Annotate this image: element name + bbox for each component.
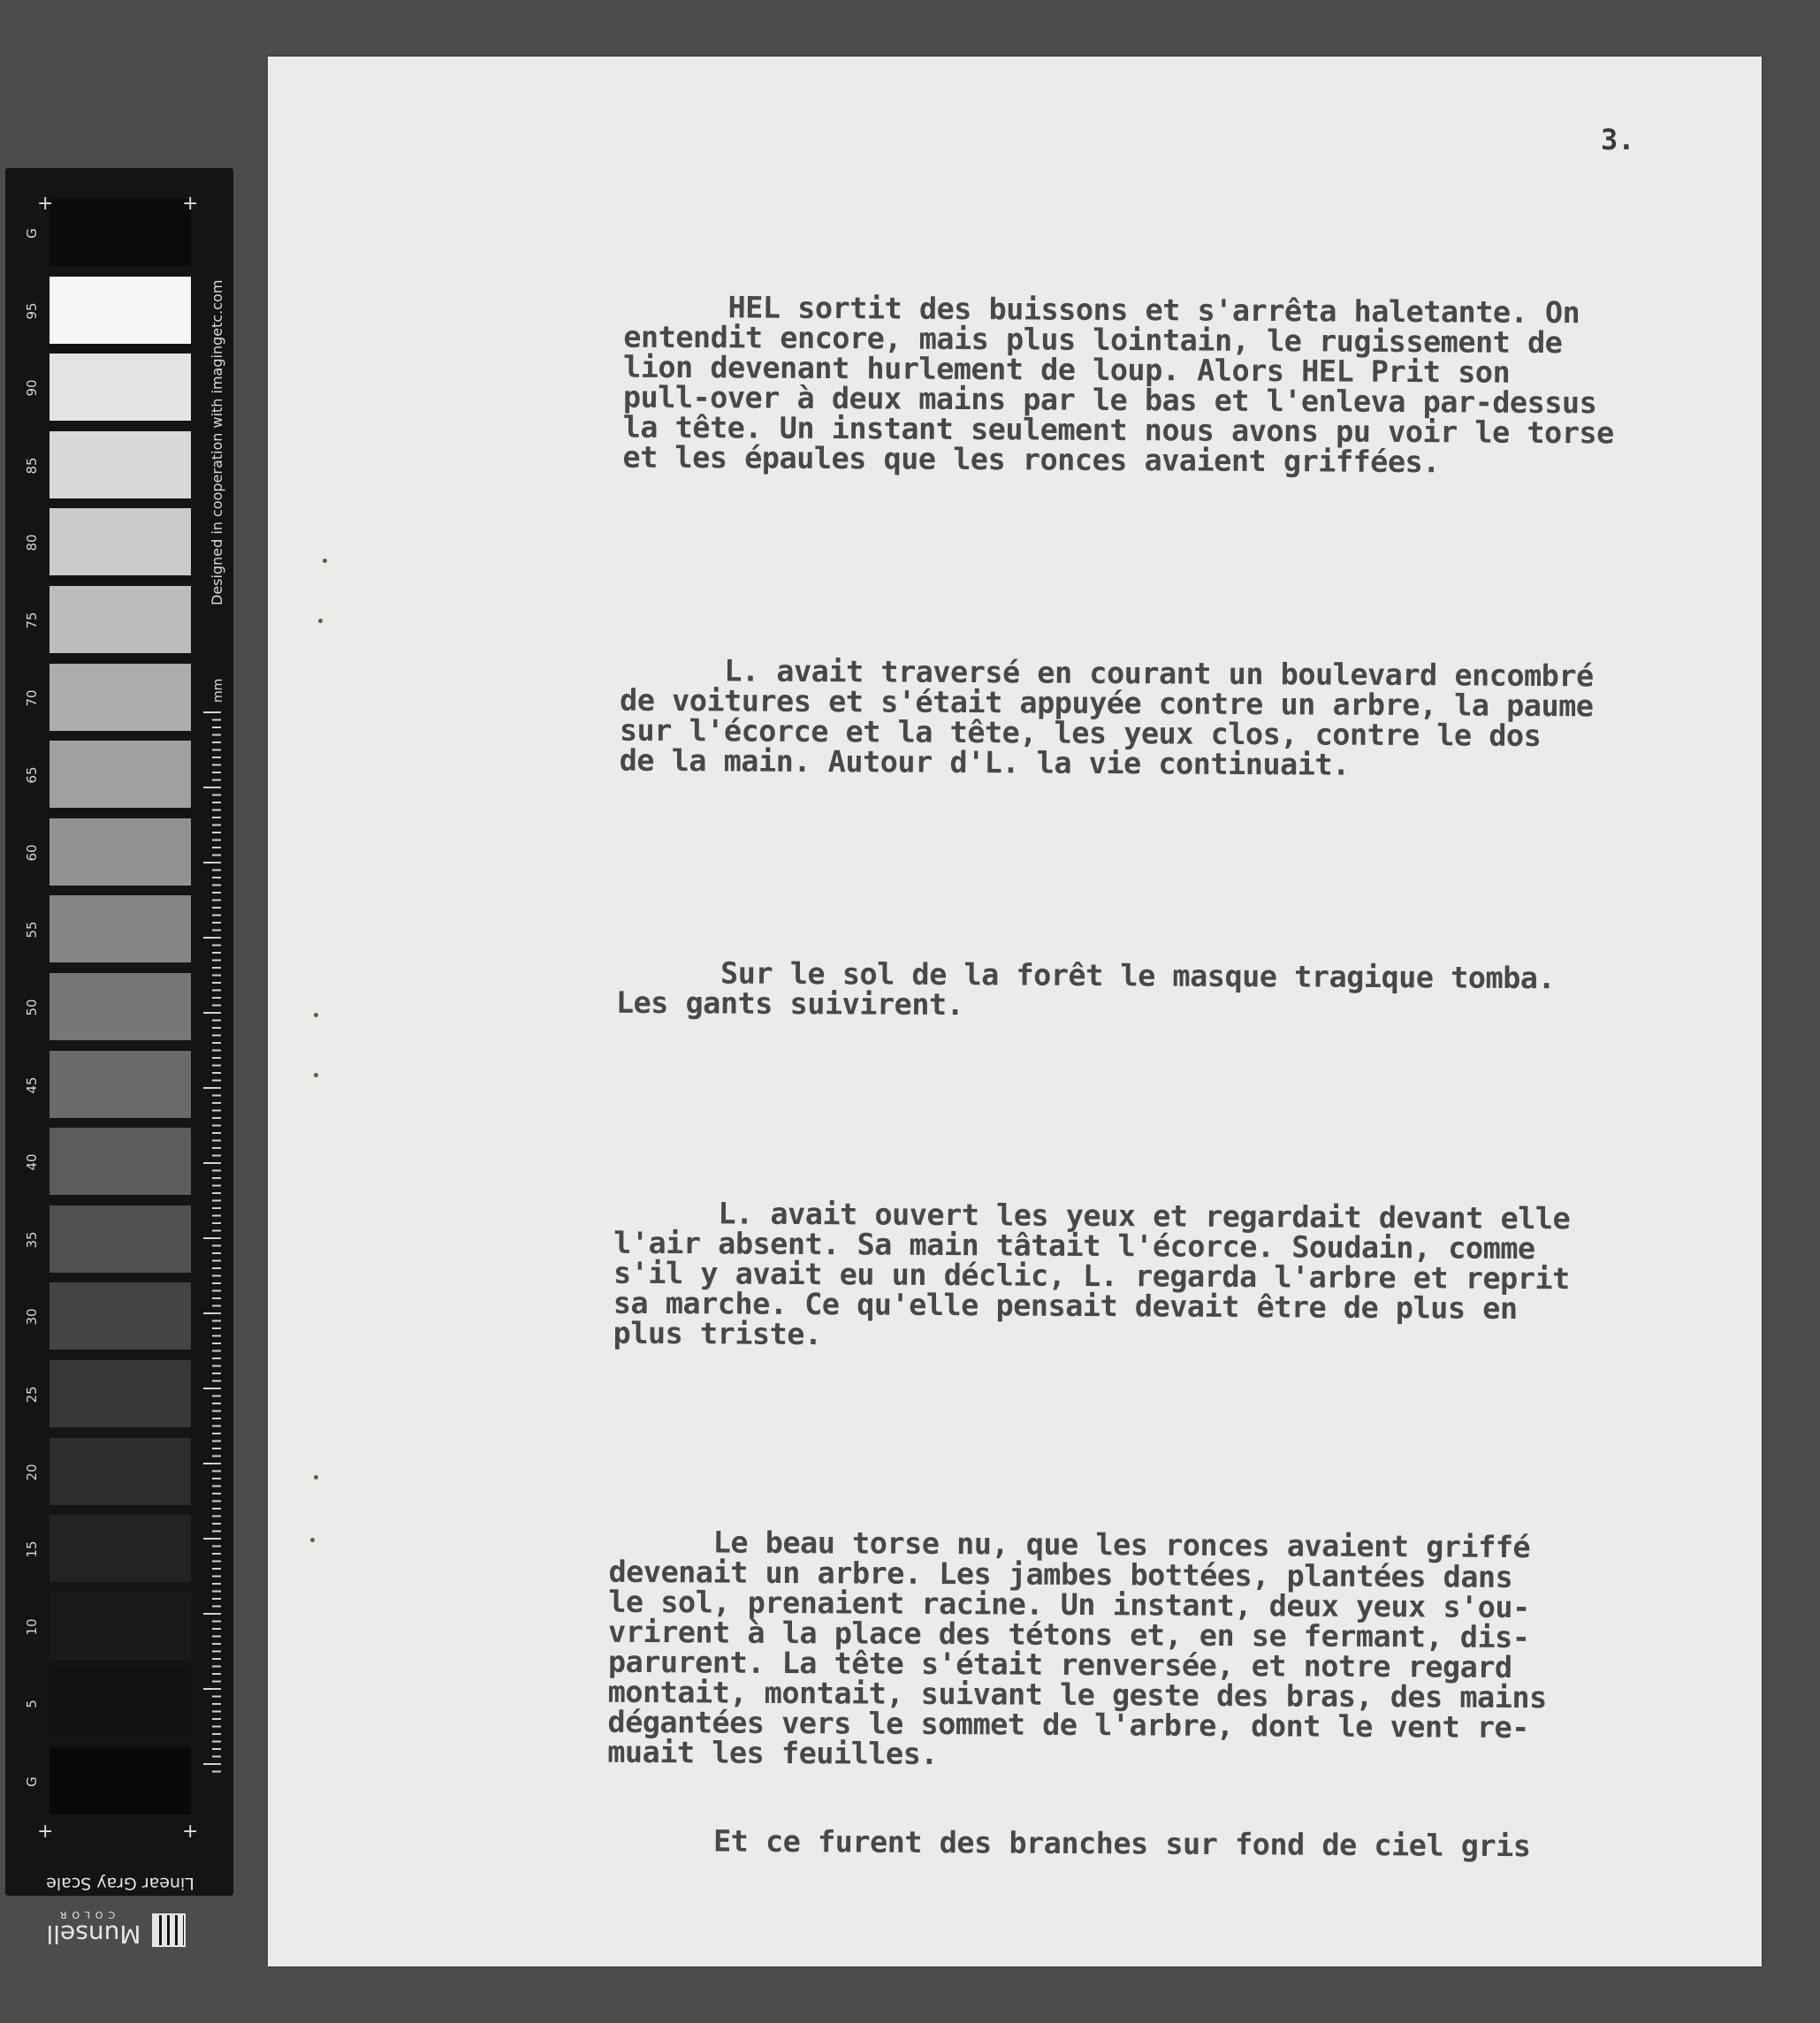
gray-patch-label: 70: [24, 689, 40, 707]
page-number: 3.: [1601, 123, 1635, 156]
gray-patch: [49, 1438, 191, 1505]
gray-patch-label: 20: [24, 1464, 40, 1481]
gray-patch-label: 60: [24, 844, 40, 862]
gray-patch-label: 40: [24, 1153, 40, 1171]
gray-scale-strip: [24, 199, 191, 1825]
gray-patch-label: 90: [24, 379, 40, 397]
gray-patch: [49, 277, 191, 344]
gray-patch-label: 85: [24, 457, 40, 475]
card-credit: Designed in cooperation with imagingetc.com: [209, 279, 225, 605]
gray-patch: [49, 1128, 191, 1195]
gray-patch: [49, 431, 191, 498]
gray-patch-label: G: [24, 1776, 40, 1787]
gray-patch-label: 55: [24, 921, 40, 939]
gray-patch: [49, 818, 191, 886]
paper-speck: [318, 619, 323, 623]
gray-patch-label: 95: [24, 302, 40, 320]
gray-patch: [49, 1282, 191, 1350]
paragraph: L. avait ouvert les yeux et regardait devant elle l'air absent. Sa main tâtait l'écorce. Soudain, comme s'il y avait eu un déclic, L. regarda l'arbre et reprit sa marche. Ce qu'elle pensait devait être de plus en plus triste.: [613, 1195, 1571, 1352]
gray-patch-label: 30: [24, 1308, 40, 1326]
gray-patch-label: 50: [24, 999, 40, 1016]
gray-patch: [49, 1051, 191, 1118]
gray-patch-label: 10: [24, 1618, 40, 1636]
gray-patch-label: 75: [24, 612, 40, 629]
document-page: [268, 57, 1762, 1966]
paragraph: Le beau torse nu, que les ronces avaient griffé devenait un arbre. Les jambes bottées, plantées dans le sol, prenaient racine. Un instant, deux yeux s'ou- vrirent à la place des tétons et, en se fermant, dis- parurent. La tête s'était renversée, et notre regard montait, montait, suivant le geste des bras, des mains dégantées vers le sommet de l'arbre, dont le vent re- muait les feuilles.: [607, 1524, 1547, 1772]
gray-patch: [49, 1669, 191, 1737]
plus-mark-icon: +: [37, 193, 54, 215]
gray-patch: [49, 1593, 191, 1660]
paper-speck: [314, 1475, 318, 1479]
brand-sub: COLOR: [54, 1909, 116, 1920]
paragraph: L. avait traversé en courant un boulevard encombré de voitures et s'était appuyée contre un arbre, la paume sur l'écorce et la tête, les yeux clos, contre le dos de la main. Autour d'L. la vie continuait.: [619, 652, 1594, 782]
gray-scale-card: [5, 168, 233, 1949]
paper-speck: [314, 1073, 318, 1077]
gray-patch: [49, 664, 191, 731]
gray-patch-label: 25: [24, 1386, 40, 1403]
plus-mark-icon: +: [182, 193, 199, 215]
gray-patch-label: 35: [24, 1231, 40, 1249]
scale-name: Linear Gray Scale: [46, 1874, 194, 1893]
paper-speck: [323, 559, 327, 563]
gray-patch: [49, 973, 191, 1040]
gray-patch: [49, 199, 191, 266]
gray-patch-label: 5: [24, 1700, 40, 1709]
gray-patch: [49, 1515, 191, 1582]
paper-speck: [310, 1538, 315, 1542]
gray-patch: [49, 895, 191, 962]
gray-patch: [49, 1205, 191, 1273]
paragraph: Et ce furent des branches sur fond de ciel gris: [608, 1822, 1531, 1864]
munsell-logo-icon: [154, 1915, 184, 1945]
gray-patch-label: 65: [24, 766, 40, 784]
plus-mark-icon: +: [37, 1821, 54, 1843]
paragraph: HEL sortit des buissons et s'arrêta haletante. On entendit encore, mais plus lointain, le rugissement de lion devenant hurlement de loup. Alors HEL Prit son pull-over à deux mains par le bas et l'enleva par-dessus la tête. Un instant seulement nous avons pu voir le torse et les épaules que les ronces avaient griffées.: [622, 289, 1614, 480]
gray-patch: [49, 1747, 191, 1814]
gray-patch: [49, 741, 191, 808]
gray-patch: [49, 354, 191, 421]
gray-patch-label: 45: [24, 1076, 40, 1094]
ruler-unit: mm: [211, 678, 225, 703]
gray-patch: [49, 1360, 191, 1427]
plus-mark-icon: +: [182, 1821, 199, 1843]
paragraph: Sur le sol de la forêt le masque tragique tomba. Les gants suivirent.: [615, 954, 1556, 1023]
gray-patch: [49, 508, 191, 575]
brand-name: Munsell: [46, 1920, 141, 1949]
gray-patch: [49, 586, 191, 653]
gray-patch-label: 80: [24, 534, 40, 551]
gray-patch-label: G: [24, 228, 40, 239]
gray-patch-label: 15: [24, 1540, 40, 1558]
paper-speck: [314, 1013, 318, 1017]
